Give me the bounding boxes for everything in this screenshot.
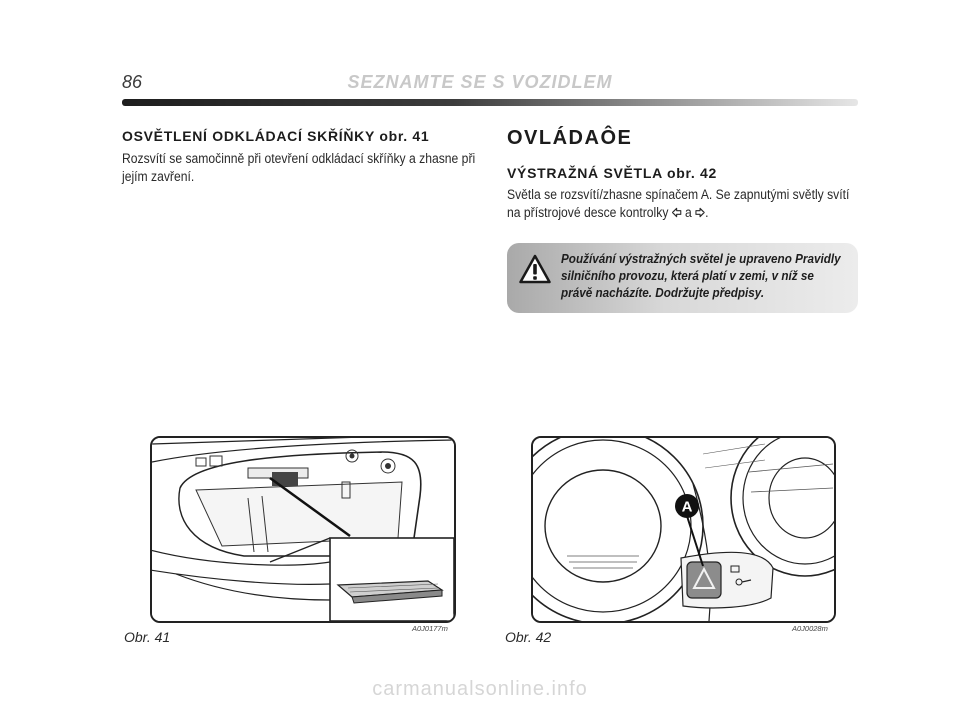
- body-line: na přístrojové desce kontrolky: [507, 205, 672, 220]
- turn-signal-right-icon: [695, 207, 705, 218]
- header-rule: [122, 99, 858, 106]
- figure-41-code: A0J0177m: [412, 624, 448, 633]
- figure-41-glovebox-illustration: [150, 436, 456, 623]
- figure-42-hazard-switch-illustration: [531, 436, 836, 623]
- glovebox-light-heading: OSVĚTLENÍ ODKLÁDACÍ SKŘÍŇKY obr. 41: [122, 128, 430, 144]
- body-line: a: [681, 205, 696, 220]
- running-title: SEZNAMTE SE S VOZIDLEM: [347, 72, 613, 92]
- figure-42-caption: Obr. 42: [505, 629, 552, 645]
- warning-line: právě nacházíte. Dodržujte předpisy.: [561, 285, 765, 300]
- watermark: carmanualsonline.info: [372, 678, 588, 700]
- glovebox-drawing: [152, 438, 454, 621]
- turn-signal-left-icon: [672, 207, 682, 218]
- hazard-lights-heading: VÝSTRAŽNÁ SVĚTLA obr. 42: [507, 165, 717, 181]
- figure-41-caption: Obr. 41: [124, 629, 171, 645]
- warning-text: [561, 250, 840, 301]
- hazard-switch-drawing: [533, 438, 834, 621]
- warning-line: Používání výstražných světel je upraveno Pravidly: [561, 251, 841, 266]
- page-number: 86: [122, 72, 143, 92]
- figure-42-code: A0J0028m: [792, 624, 828, 633]
- controls-section-title: OVLÁDAÔE: [507, 127, 633, 149]
- body-line: jejím zavření.: [122, 169, 195, 184]
- body-line: Rozsvítí se samočinně při otevření odkládací skříňky a zhasne při: [122, 151, 476, 166]
- warning-line: silničního provozu, která platí v zemi, v níž se: [561, 268, 814, 283]
- callout-a: A: [681, 498, 693, 516]
- body-line: .: [705, 205, 709, 220]
- body-line: Světla se rozsvítí/zhasne spínačem A. Se zapnutými světly svítí: [507, 187, 850, 202]
- hazard-lights-text: [507, 186, 867, 222]
- glovebox-light-text: [122, 150, 500, 186]
- warning-triangle-icon: [519, 254, 551, 284]
